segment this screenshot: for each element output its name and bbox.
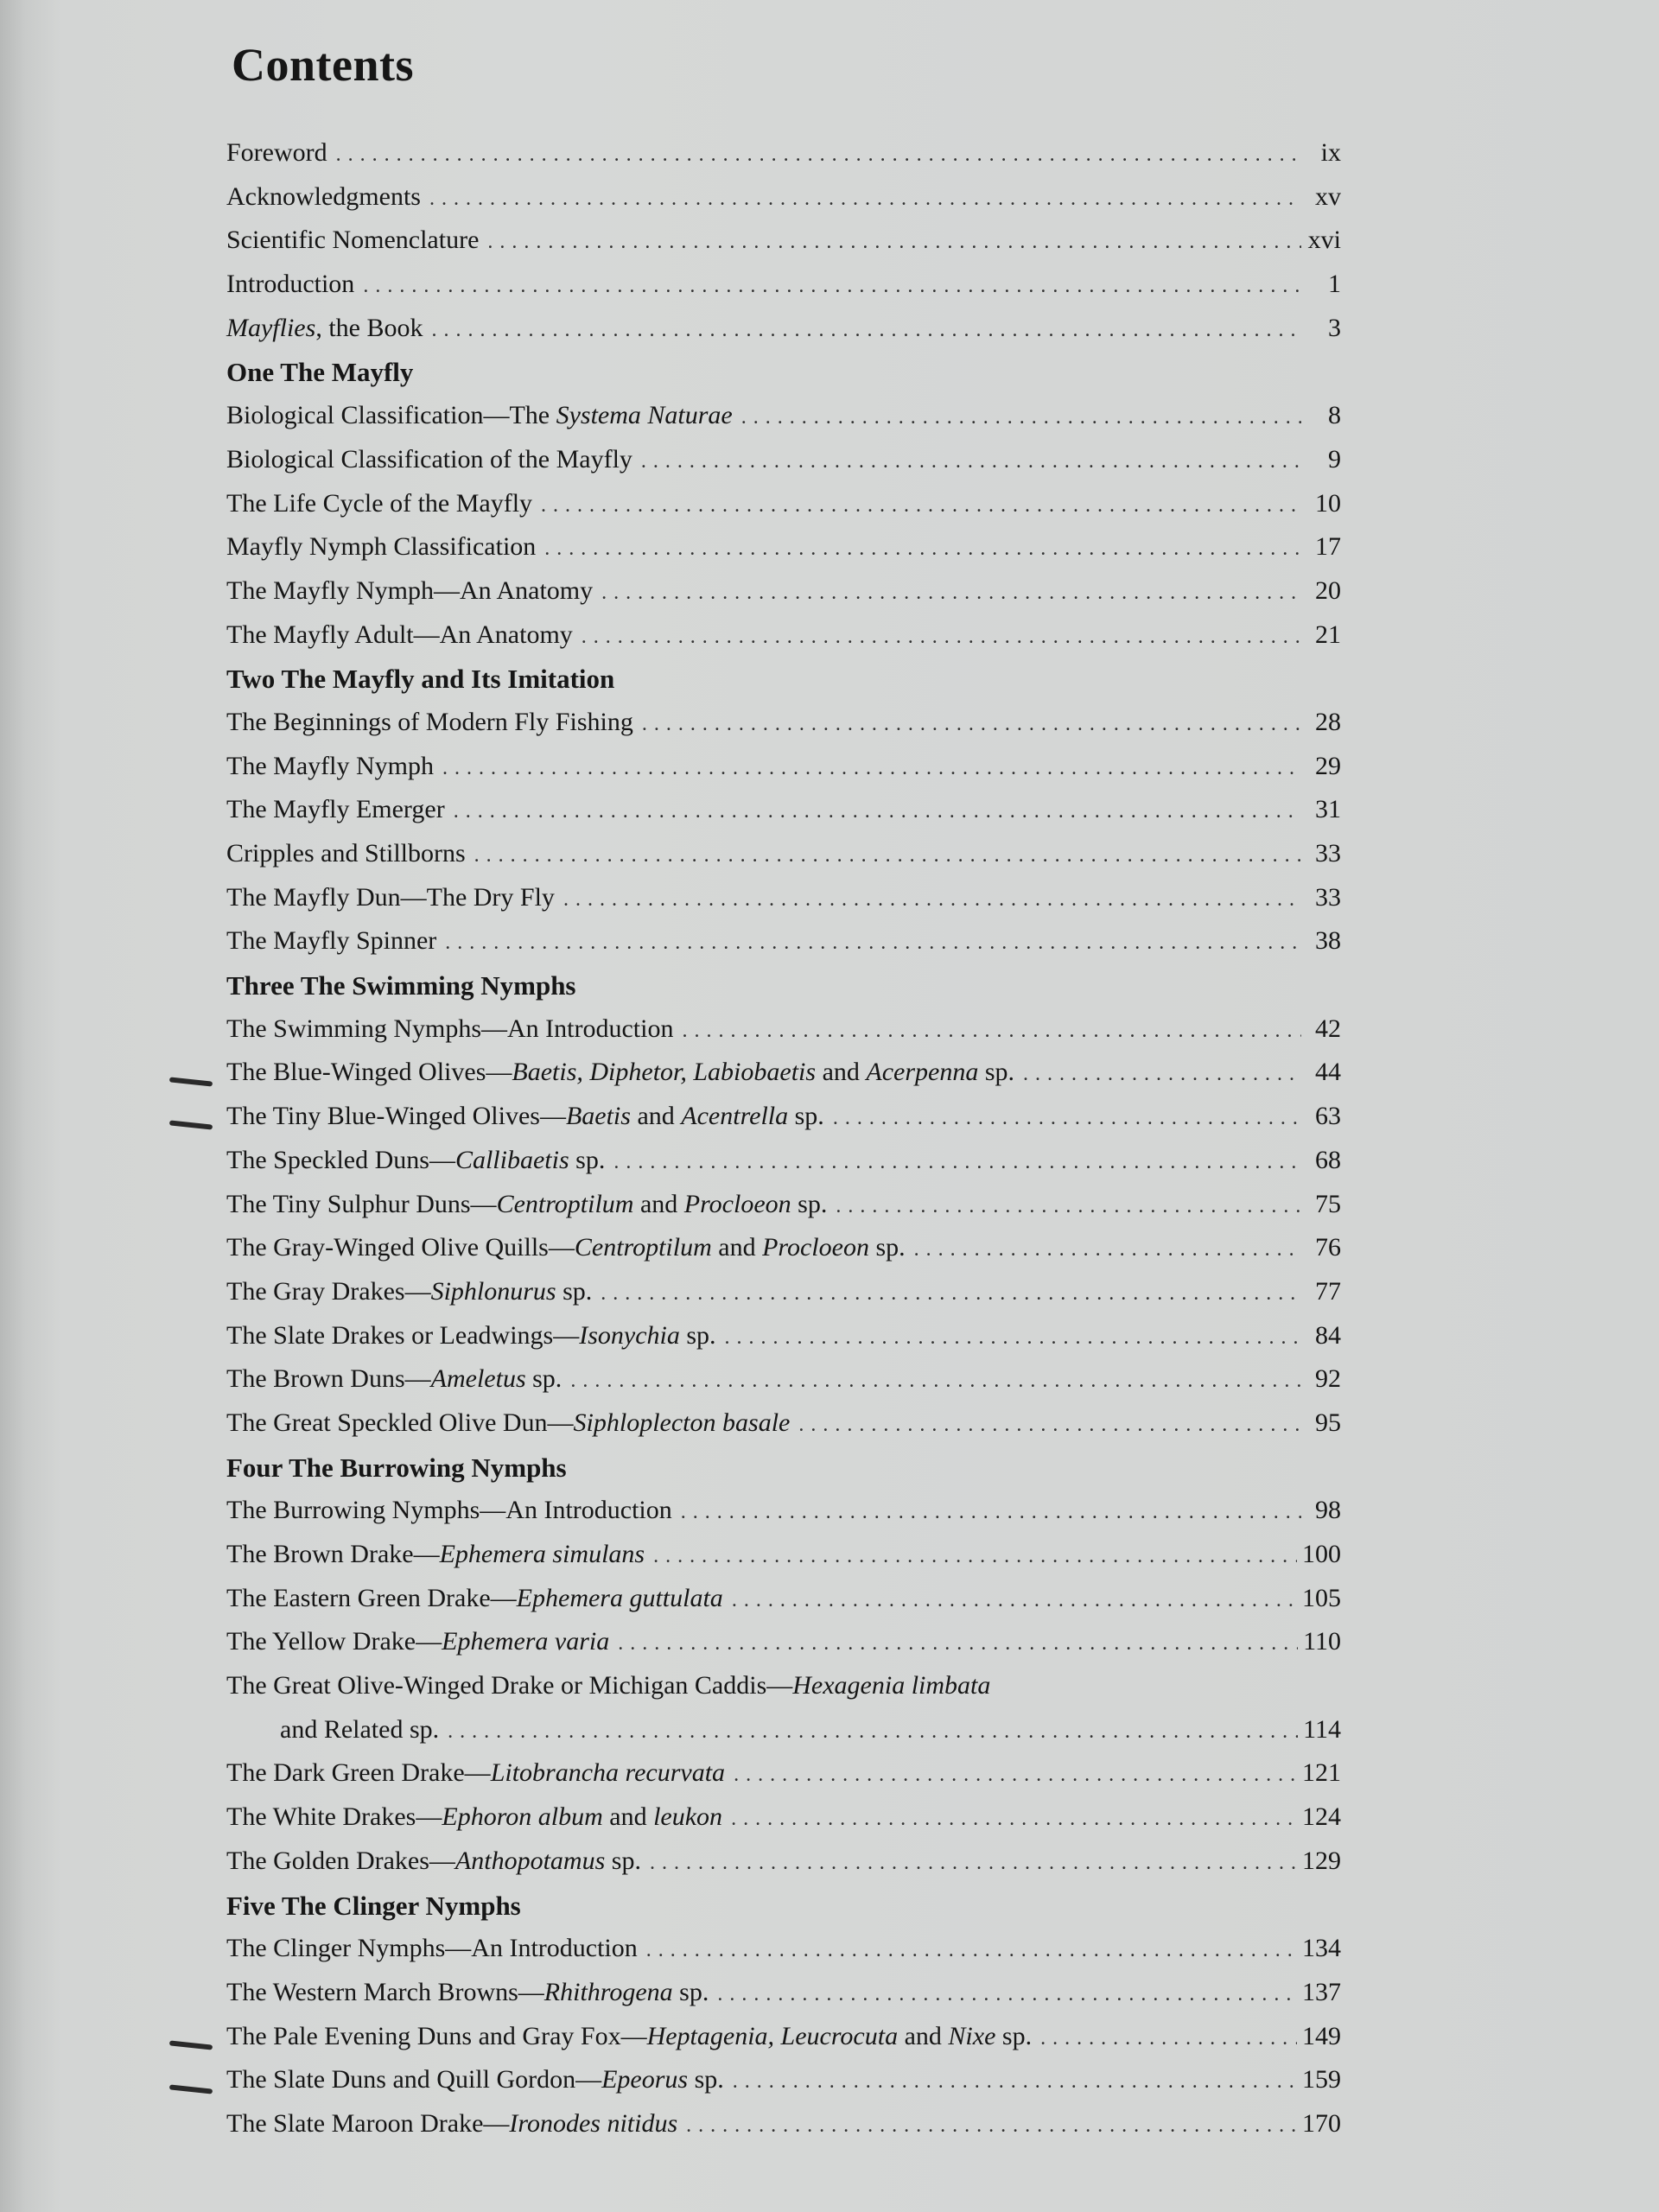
dot-leader [541,494,1301,518]
title-text: sp. [525,1364,563,1394]
title-text: Biological Classification of the Mayfly [226,444,632,474]
title-text: sp. [995,2021,1033,2050]
page-number: 77 [1315,1276,1341,1306]
title-text: The Mayfly Nymph—An Anatomy [226,575,594,605]
title-text: Foreword [226,138,327,167]
entry-title [226,926,436,956]
entry-title [226,795,445,824]
entry-title [226,1978,709,2007]
page-number: 9 [1328,444,1341,474]
toc-entry [226,752,1341,796]
title-text: Scientific Nomenclature [226,226,480,255]
title-text: The Western March Browns— [226,1977,544,2006]
page-number: 1 [1328,270,1341,299]
page-number: 44 [1315,1058,1341,1087]
scientific-name: Systema Naturae [556,401,733,430]
toc-entry [226,1058,1341,1102]
title-text: Mayfly Nymph Classification [226,532,537,562]
scientific-name: Ironodes nitidus [509,2108,678,2138]
entry-title [226,1847,641,1876]
scientific-name: Acerpenna [866,1058,979,1087]
toc-entry [226,839,1341,883]
scientific-name: Centroptilum [496,1189,634,1218]
entry-title [226,532,536,562]
title-text: The Yellow Drake— [226,1627,442,1656]
toc-entry [226,1496,1341,1540]
toc-entry [226,1627,1341,1671]
title-text: The Blue-Winged Olives— [226,1058,512,1087]
scientific-name: Siphloplecton basale [573,1408,791,1437]
title-text: sp. [569,1145,606,1174]
toc-entry [226,138,1341,182]
page-number: 121 [1302,1758,1341,1788]
dot-leader [363,275,1301,298]
toc-entry [226,883,1341,927]
title-text: Cripples and Stillborns [226,839,466,868]
dot-leader [582,626,1301,649]
page-number: 29 [1315,751,1341,780]
toc-entry [226,1758,1341,1802]
scientific-name: Procloeon [762,1233,869,1262]
scientific-name: Hexagenia limbata [792,1671,991,1700]
title-text: and [816,1058,867,1087]
toc-entry [226,1540,1341,1584]
entry-title [226,357,413,388]
page-number: 42 [1315,1014,1341,1043]
dot-leader [725,1326,1301,1350]
entry-title [226,839,466,868]
toc-entry [226,401,1341,445]
toc-entry [226,226,1341,270]
pen-mark [169,1121,213,1130]
page-number: 124 [1302,1802,1341,1832]
section-heading [226,1452,1341,1497]
dot-leader [454,800,1301,823]
toc-entry [226,1802,1341,1847]
page-number: ix [1320,138,1341,167]
dot-leader [544,537,1301,561]
dot-leader [570,1370,1301,1393]
title-text: One The Mayfly [226,357,414,388]
page-number: 159 [1302,2065,1341,2094]
scientific-name: Nixe [948,2021,996,2050]
entry-title [226,664,614,695]
title-text: The White Drakes— [226,1802,442,1832]
title-text: and [898,2021,949,2050]
toc-entry [226,2109,1341,2153]
entry-title [226,1014,673,1044]
dot-leader [429,188,1301,211]
toc-entry [226,1671,1341,1715]
title-text: sp. [605,1846,641,1875]
toc-entry [226,795,1341,839]
title-text: The Gray-Winged Olive Quills— [226,1233,575,1262]
title-text: sp. [679,1320,716,1350]
page-number: 92 [1315,1364,1341,1394]
table-of-contents [226,138,1341,2153]
entry-title [226,226,479,255]
title-text: The Pale Evening Duns and Gray Fox— [226,2021,647,2050]
toc-entry [226,708,1341,752]
title-text: The Beginnings of Modern Fly Fishing [226,707,633,736]
entry-title [226,1233,906,1262]
dot-leader [717,1983,1297,2006]
entry-title [226,1627,609,1656]
page-number: 28 [1315,707,1341,736]
title-text: Introduction [226,270,355,299]
toc-entry [226,1715,1341,1759]
title-text: The Clinger Nymphs—An Introduction [226,1934,638,1963]
entry-title [226,2065,724,2094]
title-text: The Speckled Duns— [226,1145,455,1174]
title-text: The Brown Drake— [226,1540,440,1568]
toc-entry [226,532,1341,576]
title-text: The Great Olive-Winged Drake or Michigan Caddis— [226,1671,793,1700]
title-text: The Eastern Green Drake— [226,1583,517,1612]
title-text: The Brown Duns— [226,1364,431,1394]
entry-title [226,1934,638,1963]
page-number: 31 [1315,795,1341,824]
title-text: The Mayfly Nymph [226,751,434,780]
toc-entry [226,1277,1341,1321]
toc-entry [226,1408,1341,1452]
entry-title [226,1671,990,1700]
toc-entry [226,2065,1341,2109]
toc-entry [226,1978,1341,2022]
title-text: and [602,1802,654,1832]
entry-title [226,314,423,343]
scientific-name: Ephoron album [442,1802,603,1832]
title-text: The Burrowing Nymphs—An Introduction [226,1496,672,1525]
page-number: 114 [1303,1714,1341,1744]
scientific-name: Procloeon [683,1189,791,1218]
toc-entry [226,270,1341,314]
page-number: 129 [1302,1846,1341,1875]
scientific-name: Centroptilum [574,1233,712,1262]
page-number: 137 [1302,1977,1341,2006]
dot-leader [686,2114,1297,2138]
toc-entry [226,1102,1341,1146]
title-text: The Mayfly Adult—An Anatomy [226,620,573,649]
title-text: Two The Mayfly and Its Imitation [226,664,615,695]
title-text: The Mayfly Dun—The Dry Fly [226,882,555,912]
scientific-name: Heptagenia, Leucrocuta [646,2021,899,2050]
dot-leader [646,1939,1297,1962]
dot-leader [601,1282,1301,1306]
dot-leader [836,1195,1301,1218]
title-text: sp. [791,1189,828,1218]
dot-leader [733,2070,1297,2094]
title-text: The Slate Duns and Quill Gordon— [226,2065,602,2094]
toc-entry [226,1146,1341,1190]
entry-title [226,1146,605,1175]
entry-title [226,489,532,518]
title-text: sp. [672,1977,709,2006]
page-number: 17 [1315,532,1341,562]
scientific-name: Baetis [565,1102,631,1131]
title-text: The Tiny Sulphur Duns— [226,1189,497,1218]
title-text: sp. [978,1058,1015,1087]
dot-leader [618,1632,1298,1656]
entry-title [226,1190,827,1219]
entry-title [226,1452,567,1484]
toc-entry [226,489,1341,533]
entry-title [226,1496,672,1525]
pen-mark [169,2040,213,2050]
toc-entry [226,1584,1341,1628]
toc-entry [226,2022,1341,2066]
page-number: 38 [1315,926,1341,956]
title-text: The Mayfly Spinner [226,926,437,956]
section-heading [226,357,1341,401]
page-number: xv [1315,181,1341,211]
dot-leader [798,1414,1301,1437]
toc-entry [226,445,1341,489]
entry-title [226,1408,790,1438]
title-text: The Mayfly Emerger [226,795,445,824]
dot-leader [642,713,1301,736]
section-heading [226,970,1341,1014]
title-text: sp. [788,1102,824,1131]
dot-leader [732,1589,1297,1612]
entry-title [226,883,555,912]
entry-title [280,1715,439,1745]
entry-title [226,1277,592,1306]
scientific-name: Ephemera guttulata [516,1583,723,1612]
entry-title [226,708,633,737]
scientific-name: Baetis, Diphetor, Labiobaetis [512,1058,817,1087]
entry-title [226,182,421,212]
scientific-name: Rhithrogena [543,1977,673,2006]
dot-leader [682,1020,1301,1043]
dot-leader [734,1764,1297,1787]
title-text: The Dark Green Drake— [226,1758,491,1788]
page-number: 95 [1315,1408,1341,1437]
toc-entry [226,1847,1341,1891]
page-number: 8 [1328,401,1341,430]
page-number: 105 [1302,1583,1341,1612]
dot-leader [563,888,1301,912]
scientific-name: Ephemera varia [442,1627,610,1656]
title-text: The Slate Maroon Drake— [226,2108,510,2138]
entry-title [226,1540,645,1569]
entry-title [226,576,593,606]
dot-leader [474,844,1301,868]
entry-title [226,620,573,650]
title-text: sp. [688,2065,724,2094]
dot-leader [601,582,1301,605]
title-text: The Life Cycle of the Mayfly [226,488,533,518]
title-text: and [711,1233,763,1262]
toc-entry [226,576,1341,620]
dot-leader [336,143,1301,167]
page-number: 84 [1315,1320,1341,1350]
dot-leader [1040,2027,1297,2050]
page-number: xvi [1307,226,1341,255]
page-number: 21 [1315,620,1341,649]
page-number: 134 [1302,1934,1341,1963]
dot-leader [731,1808,1297,1831]
page-number: 110 [1303,1627,1341,1656]
title-text: , the Book [315,313,423,342]
scientific-name: Litobrancha recurvata [490,1758,726,1788]
scientific-name: leukon [653,1802,723,1832]
entry-title [226,752,434,781]
scientific-name: Mayflies [226,313,316,342]
entry-title [226,1321,716,1351]
toc-entry [226,1321,1341,1365]
scientific-name: Siphlonurus [430,1276,556,1306]
page-number: 149 [1302,2021,1341,2050]
entry-title [226,1891,521,1922]
entry-title [226,1758,725,1788]
toc-entry [226,926,1341,970]
page-number: 33 [1315,882,1341,912]
dot-leader [613,1151,1301,1174]
toc-entry [226,1014,1341,1058]
entry-title [226,445,632,474]
toc-entry [226,1364,1341,1408]
dot-leader [653,1545,1297,1568]
title-text: sp. [868,1233,906,1262]
dot-leader [833,1107,1301,1130]
dot-leader [741,406,1301,429]
entry-title [226,970,576,1001]
page-number: 75 [1315,1189,1341,1218]
entry-title [226,2022,1032,2051]
toc-entry [226,1233,1341,1277]
dot-leader [681,1501,1301,1524]
title-text: and Related sp. [280,1714,440,1744]
dot-leader [431,319,1301,342]
entry-title [226,2109,677,2139]
title-text: Four The Burrowing Nymphs [226,1452,567,1483]
title-text: and [633,1189,684,1218]
title-text: The Golden Drakes— [226,1846,455,1875]
title-text: sp. [556,1276,593,1306]
entry-title [226,138,327,168]
entry-title [226,1802,722,1832]
pen-mark [169,1077,213,1086]
section-heading [226,1891,1341,1935]
dot-leader [1023,1063,1301,1086]
toc-entry [226,1934,1341,1978]
page-number: 98 [1315,1496,1341,1525]
scientific-name: Callibaetis [454,1145,569,1174]
page-title: Contents [232,39,415,91]
title-text: Acknowledgments [226,181,421,211]
page-number: 100 [1302,1540,1341,1568]
section-heading [226,664,1341,708]
title-text: The Gray Drakes— [226,1276,431,1306]
page-number: 33 [1315,839,1341,868]
entry-title [226,1584,723,1613]
page-number: 3 [1328,313,1341,342]
title-text: The Swimming Nymphs—An Introduction [226,1014,674,1043]
entry-title [226,401,733,430]
scientific-name: Ephemera simulans [439,1540,645,1568]
title-text: The Great Speckled Olive Dun— [226,1408,574,1437]
toc-entry [226,620,1341,664]
title-text: The Tiny Blue-Winged Olives— [226,1102,566,1131]
title-text: Biological Classification—The [226,401,556,430]
title-text: and [630,1102,682,1131]
scientific-name: Isonychia [579,1320,680,1350]
entry-title [226,1058,1014,1087]
page-number: 68 [1315,1145,1341,1174]
page-number: 10 [1315,488,1341,518]
dot-leader [442,757,1301,780]
page-number: 20 [1315,575,1341,605]
scientific-name: Acentrella [681,1102,789,1131]
dot-leader [641,450,1301,474]
scientific-name: Epeorus [601,2065,689,2094]
dot-leader [487,231,1301,254]
page-number: 76 [1315,1233,1341,1262]
scientific-name: Anthopotamus [454,1846,606,1875]
title-text: The Slate Drakes or Leadwings— [226,1320,580,1350]
entry-title [226,270,354,299]
toc-entry [226,1190,1341,1234]
dot-leader [650,1852,1297,1875]
title-text: Three The Swimming Nymphs [226,970,576,1001]
dot-leader [445,931,1301,955]
pen-mark [169,2084,213,2094]
scientific-name: Ameletus [430,1364,526,1394]
toc-entry [226,182,1341,226]
title-text: Five The Clinger Nymphs [226,1890,521,1921]
entry-title [226,1102,824,1131]
entry-title [226,1364,562,1394]
dot-leader [914,1238,1301,1262]
page-number: 63 [1315,1102,1341,1131]
toc-entry [226,314,1341,358]
page-number: 170 [1302,2108,1341,2138]
dot-leader [448,1720,1298,1744]
